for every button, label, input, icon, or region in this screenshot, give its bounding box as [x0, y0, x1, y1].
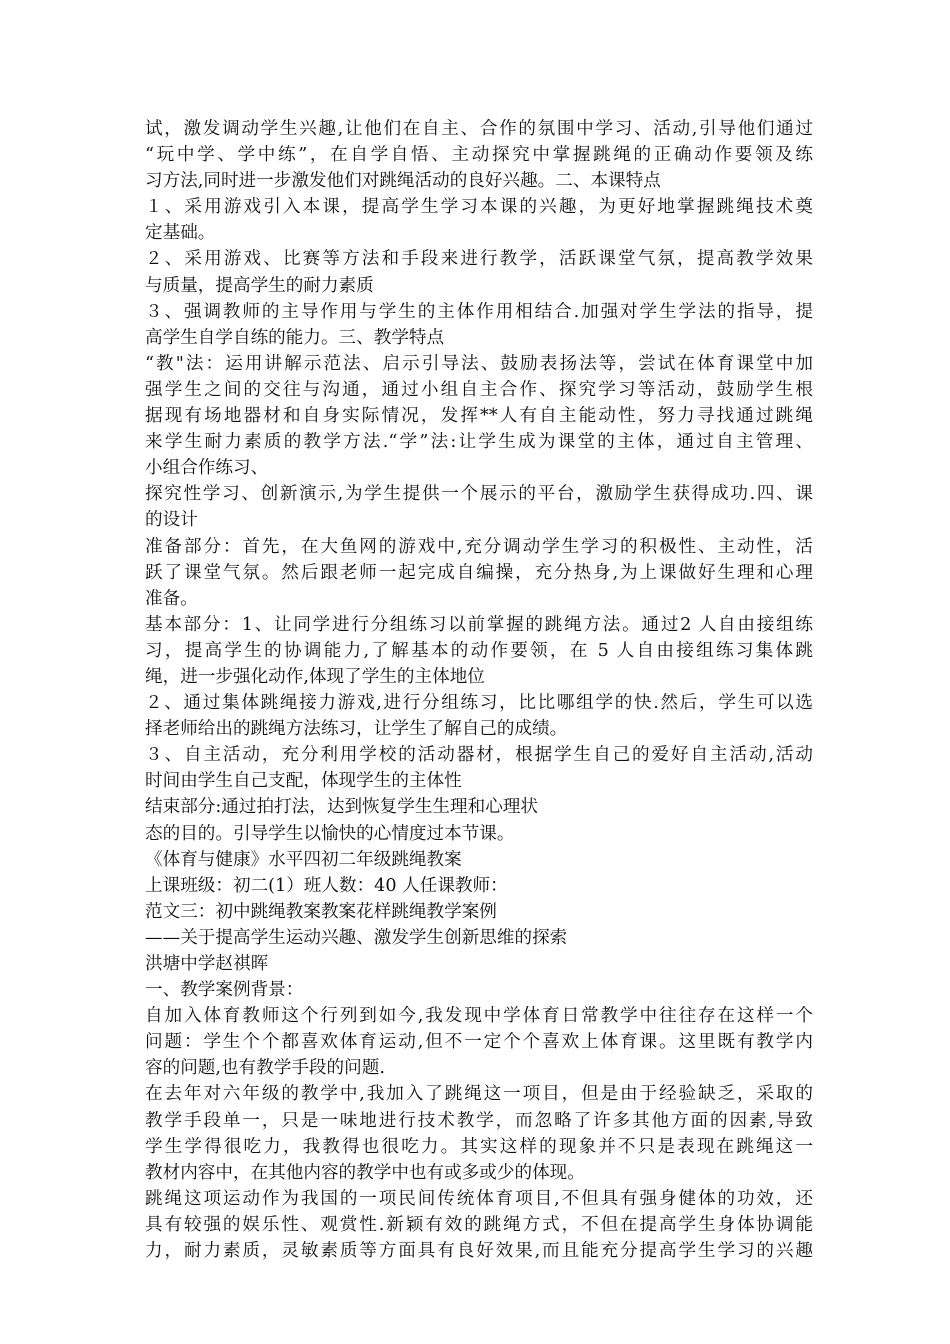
- text-line: 习，提高学生的协调能力,了解基本的动作要领，在 5 人自由接组练习集体跳: [145, 640, 813, 661]
- text-line: 教学手段单一，只是一味地进行技术教学，而忽略了许多其他方面的因素,导致: [145, 1110, 813, 1131]
- text-line: 问题：学生个个都喜欢体育运动,但不一定个个喜欢上体育课。这里既有教学内: [145, 1032, 813, 1053]
- text-line: 一、教学案例背景：: [145, 980, 304, 1001]
- text-line: 范文三：初中跳绳教案教案花样跳绳教学案例: [145, 901, 497, 922]
- document-body: [145, 116, 813, 1264]
- text-line: 容的问题,也有教学手段的问题.: [145, 1058, 385, 1079]
- text-line: 定基础。: [145, 223, 216, 244]
- text-line: ２、通过集体跳绳接力游戏,进行分组练习，比比哪组学的快.然后，学生可以选: [145, 693, 813, 714]
- text-line: 探究性学习、创新演示,为学生提供一个展示的平台，激励学生获得成功.四、课: [145, 484, 813, 505]
- text-line: 小组合作练习、: [145, 458, 269, 479]
- text-line: 与质量，提高学生的耐力素质: [145, 275, 374, 296]
- text-line: 来学生耐力素质的教学方法.“学”法:让学生成为课堂的主体，通过自主管理、: [145, 432, 813, 453]
- text-line: 跳绳这项运动作为我国的一项民间传统体育项目,不但具有强身健体的功效，还: [145, 1188, 813, 1209]
- text-line: 绳，进一步强化动作,体现了学生的主体地位: [145, 666, 485, 687]
- text-line: 准备。: [145, 588, 198, 609]
- text-line: 力，耐力素质，灵敏素质等方面具有良好效果,而且能充分提高学生学习的兴趣: [145, 1241, 813, 1262]
- text-line: 择老师给出的跳绳方法练习，让学生了解自己的成绩。: [145, 719, 568, 740]
- text-line: 《体育与健康》水平四初二年级跳绳教案: [145, 849, 462, 870]
- text-line: ——关于提高学生运动兴趣、激发学生创新思维的探索: [145, 927, 568, 948]
- text-line: 自加入体育教师这个行列到如今,我发现中学体育日常教学中往往存在这样一个: [145, 1006, 813, 1027]
- text-line: 态的目的。引导学生以愉快的心情度过本节课。: [145, 823, 515, 844]
- text-line: “玩中学、学中练”，在自学自悟、主动探究中掌握跳绳的正确动作要领及练: [145, 145, 813, 166]
- text-line: 的设计: [145, 510, 198, 531]
- text-line: 试，激发调动学生兴趣,让他们在自主、合作的氛围中学习、活动,引导他们通过: [145, 119, 813, 139]
- text-line: “教"法：运用讲解示范法、启示引导法、鼓励表扬法等，尝试在体育课堂中加: [145, 353, 813, 374]
- text-line: 洪塘中学赵祺晖: [145, 954, 269, 974]
- text-line: 具有较强的娱乐性、观赏性.新颖有效的跳绳方式，不但在提高学生身体协调能: [145, 1214, 813, 1235]
- text-line: １、采用游戏引入本课，提高学生学习本课的兴趣，为更好地掌握跳绳技术奠: [145, 197, 813, 218]
- text-line: 习方法,同时进一步激发他们对跳绳活动的良好兴趣。二、本课特点: [145, 171, 661, 192]
- text-line: 跃了课堂气氛。然后跟老师一起完成自编操，充分热身,为上课做好生理和心理: [145, 562, 813, 583]
- text-line: ３、强调教师的主导作用与学生的主体作用相结合.加强对学生学法的指导，提: [145, 301, 813, 322]
- text-line: 准备部分：首先，在大鱼网的游戏中,充分调动学生学习的积极性、主动性，活: [145, 536, 813, 557]
- text-line: 据现有场地器材和自身实际情况，发挥**人有自主能动性，努力寻找通过跳绳: [145, 406, 813, 427]
- text-line: 基本部分：1、让同学进行分组练习以前掌握的跳绳方法。通过2 人自由接组练: [145, 614, 813, 635]
- text-line: 高学生自学自练的能力。三、教学特点: [145, 327, 445, 348]
- text-line: 强学生之间的交往与沟通，通过小组自主合作、探究学习等活动，鼓励学生根: [145, 379, 813, 400]
- text-line: 学生学得很吃力，我教得也很吃力。其实这样的现象并不只是表现在跳绳这一: [145, 1136, 813, 1157]
- text-line: ３、自主活动，充分利用学校的活动器材，根据学生自己的爱好自主活动,活动: [145, 745, 813, 766]
- text-line: ２、采用游戏、比赛等方法和手段来进行教学，活跃课堂气氛，提高教学效果: [145, 249, 813, 270]
- text-line: 上课班级：初二(1）班人数：40 人任课教师：: [145, 875, 508, 896]
- text-line: 结束部分:通过拍打法，达到恢复学生生理和心理状: [145, 797, 538, 818]
- text-line: 在去年对六年级的教学中,我加入了跳绳这一项目，但是由于经验缺乏，采取的: [145, 1084, 813, 1105]
- text-line: 教材内容中，在其他内容的教学中也有或多或少的体现。: [145, 1162, 585, 1183]
- text-line: 时间由学生自己支配，体现学生的主体性: [145, 771, 462, 792]
